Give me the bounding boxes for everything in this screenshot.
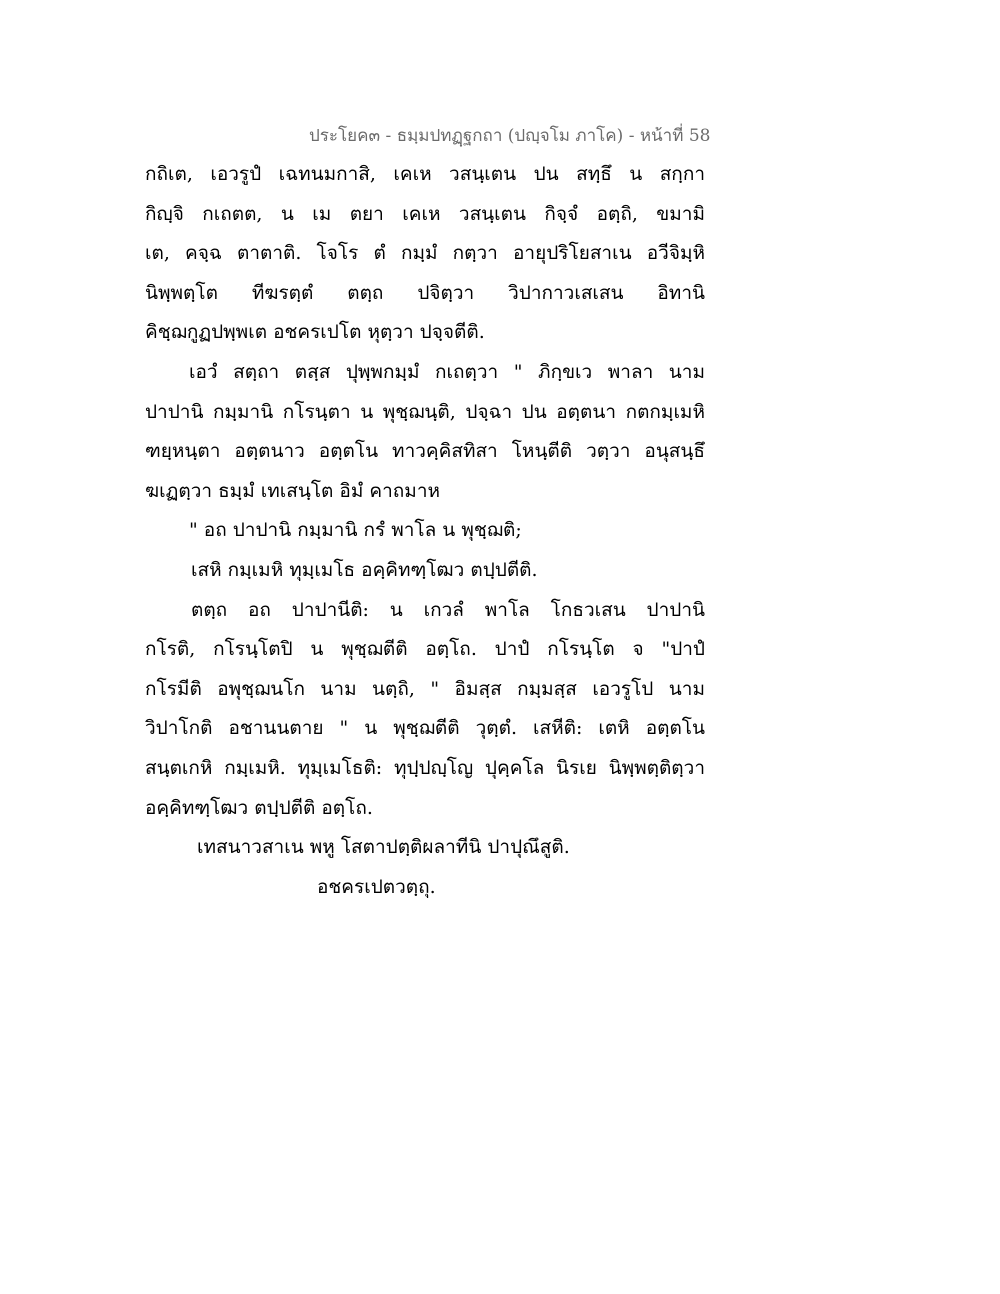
- text-line: อคฺคิทฑฺโฒว ตปฺปตีติ อตฺโถ.: [145, 796, 373, 819]
- text-line: สนฺตเกหิ กมฺเมหิ. ทุมฺเมโธติ: ทุปฺปญฺโญ ปุคฺคโล นิรเย นิพฺพตฺติตฺวา: [145, 756, 705, 779]
- verse-line: " อถ ปาปานิ กมฺมานิ กรํ พาโล น พุชฺฌติ;: [189, 519, 522, 542]
- text-line: ปาปานิ กมฺมานิ กโรนฺตา น พุชฺฌนฺติ, ปจฺฉา ปน อตฺตนา กตกมฺเมหิ: [145, 400, 705, 423]
- text-line: กิญฺจิ กเถตต, น เม ตยา เคเห วสนฺเตน กิจฺจํ อตฺถิ, ขมามิ: [145, 202, 705, 225]
- verse-line: เสหิ กมฺเมหิ ทุมฺเมโธ อคฺคิทฑฺโฒว ตปฺปตีติ.: [191, 558, 538, 581]
- text-line: กโรติ, กโรนฺโตปิ น พุชฺฌตีติ อตฺโถ. ปาปํ กโรนฺโต จ "ปาปํ: [145, 638, 705, 661]
- story-title: อชครเปตวตฺถุ.: [317, 875, 436, 898]
- text-line: กถิเต, เอวรูปํ เฉทนมกาสิ, เคเห วสนฺเตน ปน สทฺธึ น สกฺกา: [145, 163, 705, 185]
- document-body: [145, 155, 705, 907]
- text-line: เต, คจฺฉ ตาตาติ. โจโร ตํ กมฺมํ กตฺวา อายุปริโยสาเน อวีจิมฺหิ: [145, 242, 705, 265]
- page-header: ประโยค๓ - ธมฺมปทฏฺฐกถา (ปญฺจโม ภาโค) - หน้าที่ 58: [309, 126, 711, 146]
- text-line: วิปาโกติ อชานนตาย " น พุชฺฌตีติ วุตฺตํ. เสหีติ: เตหิ อตฺตโน: [145, 717, 705, 740]
- text-line: คิชฺฌกูฏปพฺพเต อชครเปโต หุตฺวา ปจฺจตีติ.: [145, 321, 485, 344]
- text-line: เทสนาวสาเน พหู โสตาปตฺติผลาทีนิ ปาปุณึสูติ.: [197, 836, 570, 859]
- text-line: กโรมีติ อพุชฺฌนโก นาม นตฺถิ, " อิมสฺส กมฺมสฺส เอวรูโป นาม: [145, 677, 705, 700]
- text-line: ฑยฺหนฺตา อตฺตนาว อตฺตโน ทาวคฺคิสทิสา โหนฺตีติ วตฺวา อนุสนฺธึ: [145, 440, 705, 463]
- text-line: เอวํ สตฺถา ตสฺส ปุพฺพกมฺมํ กเถตฺวา " ภิกฺขเว พาลา นาม: [189, 360, 705, 383]
- text-line: ฆเฏตฺวา ธมฺมํ เทเสนฺโต อิมํ คาถมาห: [145, 479, 441, 502]
- text-line: นิพฺพตฺโต ทีฆรตฺตํ ตตฺถ ปจิตฺวา วิปากาวเสเสน อิทานิ: [145, 281, 705, 304]
- text-line: ตตฺถ อถ ปาปานีติ: น เกวลํ พาโล โกธวเสน ปาปานิ: [191, 598, 705, 621]
